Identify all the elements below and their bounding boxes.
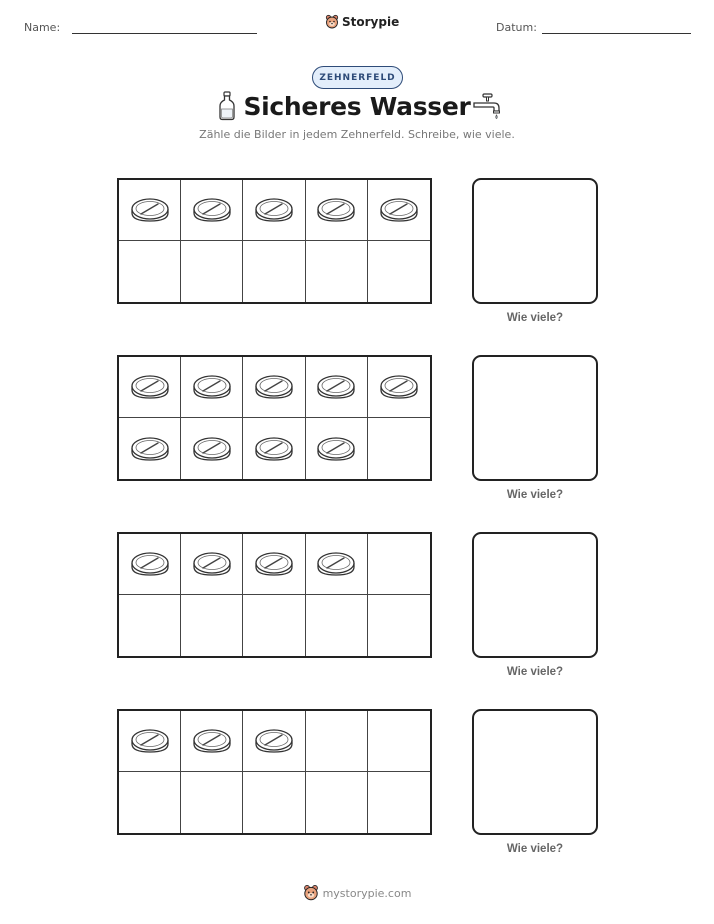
ten-frame-cell [306, 711, 368, 772]
ten-frame-cell [243, 418, 305, 479]
date-field-line[interactable] [542, 33, 691, 34]
ten-frame-cell [119, 180, 181, 241]
ten-frame-2 [117, 355, 432, 481]
water-tablet-icon [192, 372, 232, 402]
footer [0, 884, 714, 902]
water-tablet-icon [130, 726, 170, 756]
ten-frame-cell [181, 180, 243, 241]
water-tablet-icon [254, 434, 294, 464]
ten-frame-4 [117, 709, 432, 835]
ten-frame-cell [243, 534, 305, 595]
ten-frame-cell [306, 357, 368, 418]
water-tablet-icon [379, 195, 419, 225]
ten-frame-cell [119, 418, 181, 479]
ten-frame-cell [306, 772, 368, 833]
ten-frame-cell [368, 241, 430, 302]
water-tablet-icon [130, 549, 170, 579]
footer-url: mystorypie.com [322, 886, 412, 900]
ten-frame-cell [306, 534, 368, 595]
ten-frame-cell [243, 180, 305, 241]
ten-frame-cell [306, 180, 368, 241]
water-tablet-icon [316, 549, 356, 579]
water-tablet-icon [254, 726, 294, 756]
ten-frame-cell [119, 357, 181, 418]
ten-frame-cell [243, 595, 305, 656]
brand-logo [325, 14, 399, 30]
ten-frame-cell [119, 241, 181, 302]
answer-box-1[interactable] [472, 178, 598, 304]
ten-frame-cell [243, 711, 305, 772]
ten-frame-cell [119, 595, 181, 656]
water-tablet-icon [316, 195, 356, 225]
ten-frame-cell [181, 772, 243, 833]
water-tablet-icon [130, 434, 170, 464]
answer-box-4[interactable] [472, 709, 598, 835]
water-tablet-icon [254, 195, 294, 225]
water-tablet-icon [192, 549, 232, 579]
ten-frame-cell [119, 711, 181, 772]
water-tablet-icon [379, 372, 419, 402]
water-tablet-icon [254, 549, 294, 579]
ten-frame-cell [181, 595, 243, 656]
date-label: Datum: [496, 21, 537, 34]
answer-label-2: Wie viele? [506, 489, 564, 501]
ten-frame-cell [368, 418, 430, 479]
ten-frame-cell [368, 711, 430, 772]
water-tablet-icon [254, 372, 294, 402]
water-tablet-icon [192, 726, 232, 756]
name-field-line[interactable] [72, 33, 257, 34]
ten-frame-cell [119, 534, 181, 595]
ten-frame-cell [181, 418, 243, 479]
water-tablet-icon [192, 434, 232, 464]
ten-frame-cell [243, 772, 305, 833]
answer-label-4: Wie viele? [506, 843, 564, 855]
page-title: Sicheres Wasser [243, 92, 471, 121]
category-badge: ZEHNERFELD [312, 66, 403, 89]
faucet-icon [472, 92, 502, 120]
ten-frame-cell [306, 595, 368, 656]
storypie-mascot-icon [325, 14, 339, 30]
ten-frame-cell [368, 357, 430, 418]
water-tablet-icon [130, 195, 170, 225]
ten-frame-cell [119, 772, 181, 833]
answer-label-1: Wie viele? [506, 312, 564, 324]
instructions: Zähle die Bilder in jedem Zehnerfeld. Schreibe, wie viele. [199, 128, 515, 141]
ten-frame-1 [117, 178, 432, 304]
ten-frame-cell [181, 711, 243, 772]
ten-frame-cell [368, 180, 430, 241]
water-tablet-icon [316, 434, 356, 464]
answer-label-3: Wie viele? [506, 666, 564, 678]
ten-frame-cell [181, 534, 243, 595]
answer-box-2[interactable] [472, 355, 598, 481]
ten-frame-cell [368, 534, 430, 595]
water-tablet-icon [192, 195, 232, 225]
name-label: Name: [24, 21, 61, 34]
storypie-mascot-icon [303, 884, 319, 902]
ten-frame-cell [306, 241, 368, 302]
ten-frame-3 [117, 532, 432, 658]
ten-frame-cell [368, 772, 430, 833]
answer-box-3[interactable] [472, 532, 598, 658]
brand-name: Storypie [342, 15, 400, 29]
ten-frame-cell [181, 241, 243, 302]
ten-frame-cell [306, 418, 368, 479]
ten-frame-cell [243, 241, 305, 302]
ten-frame-cell [243, 357, 305, 418]
water-tablet-icon [316, 372, 356, 402]
ten-frame-cell [368, 595, 430, 656]
water-tablet-icon [130, 372, 170, 402]
ten-frame-cell [181, 357, 243, 418]
